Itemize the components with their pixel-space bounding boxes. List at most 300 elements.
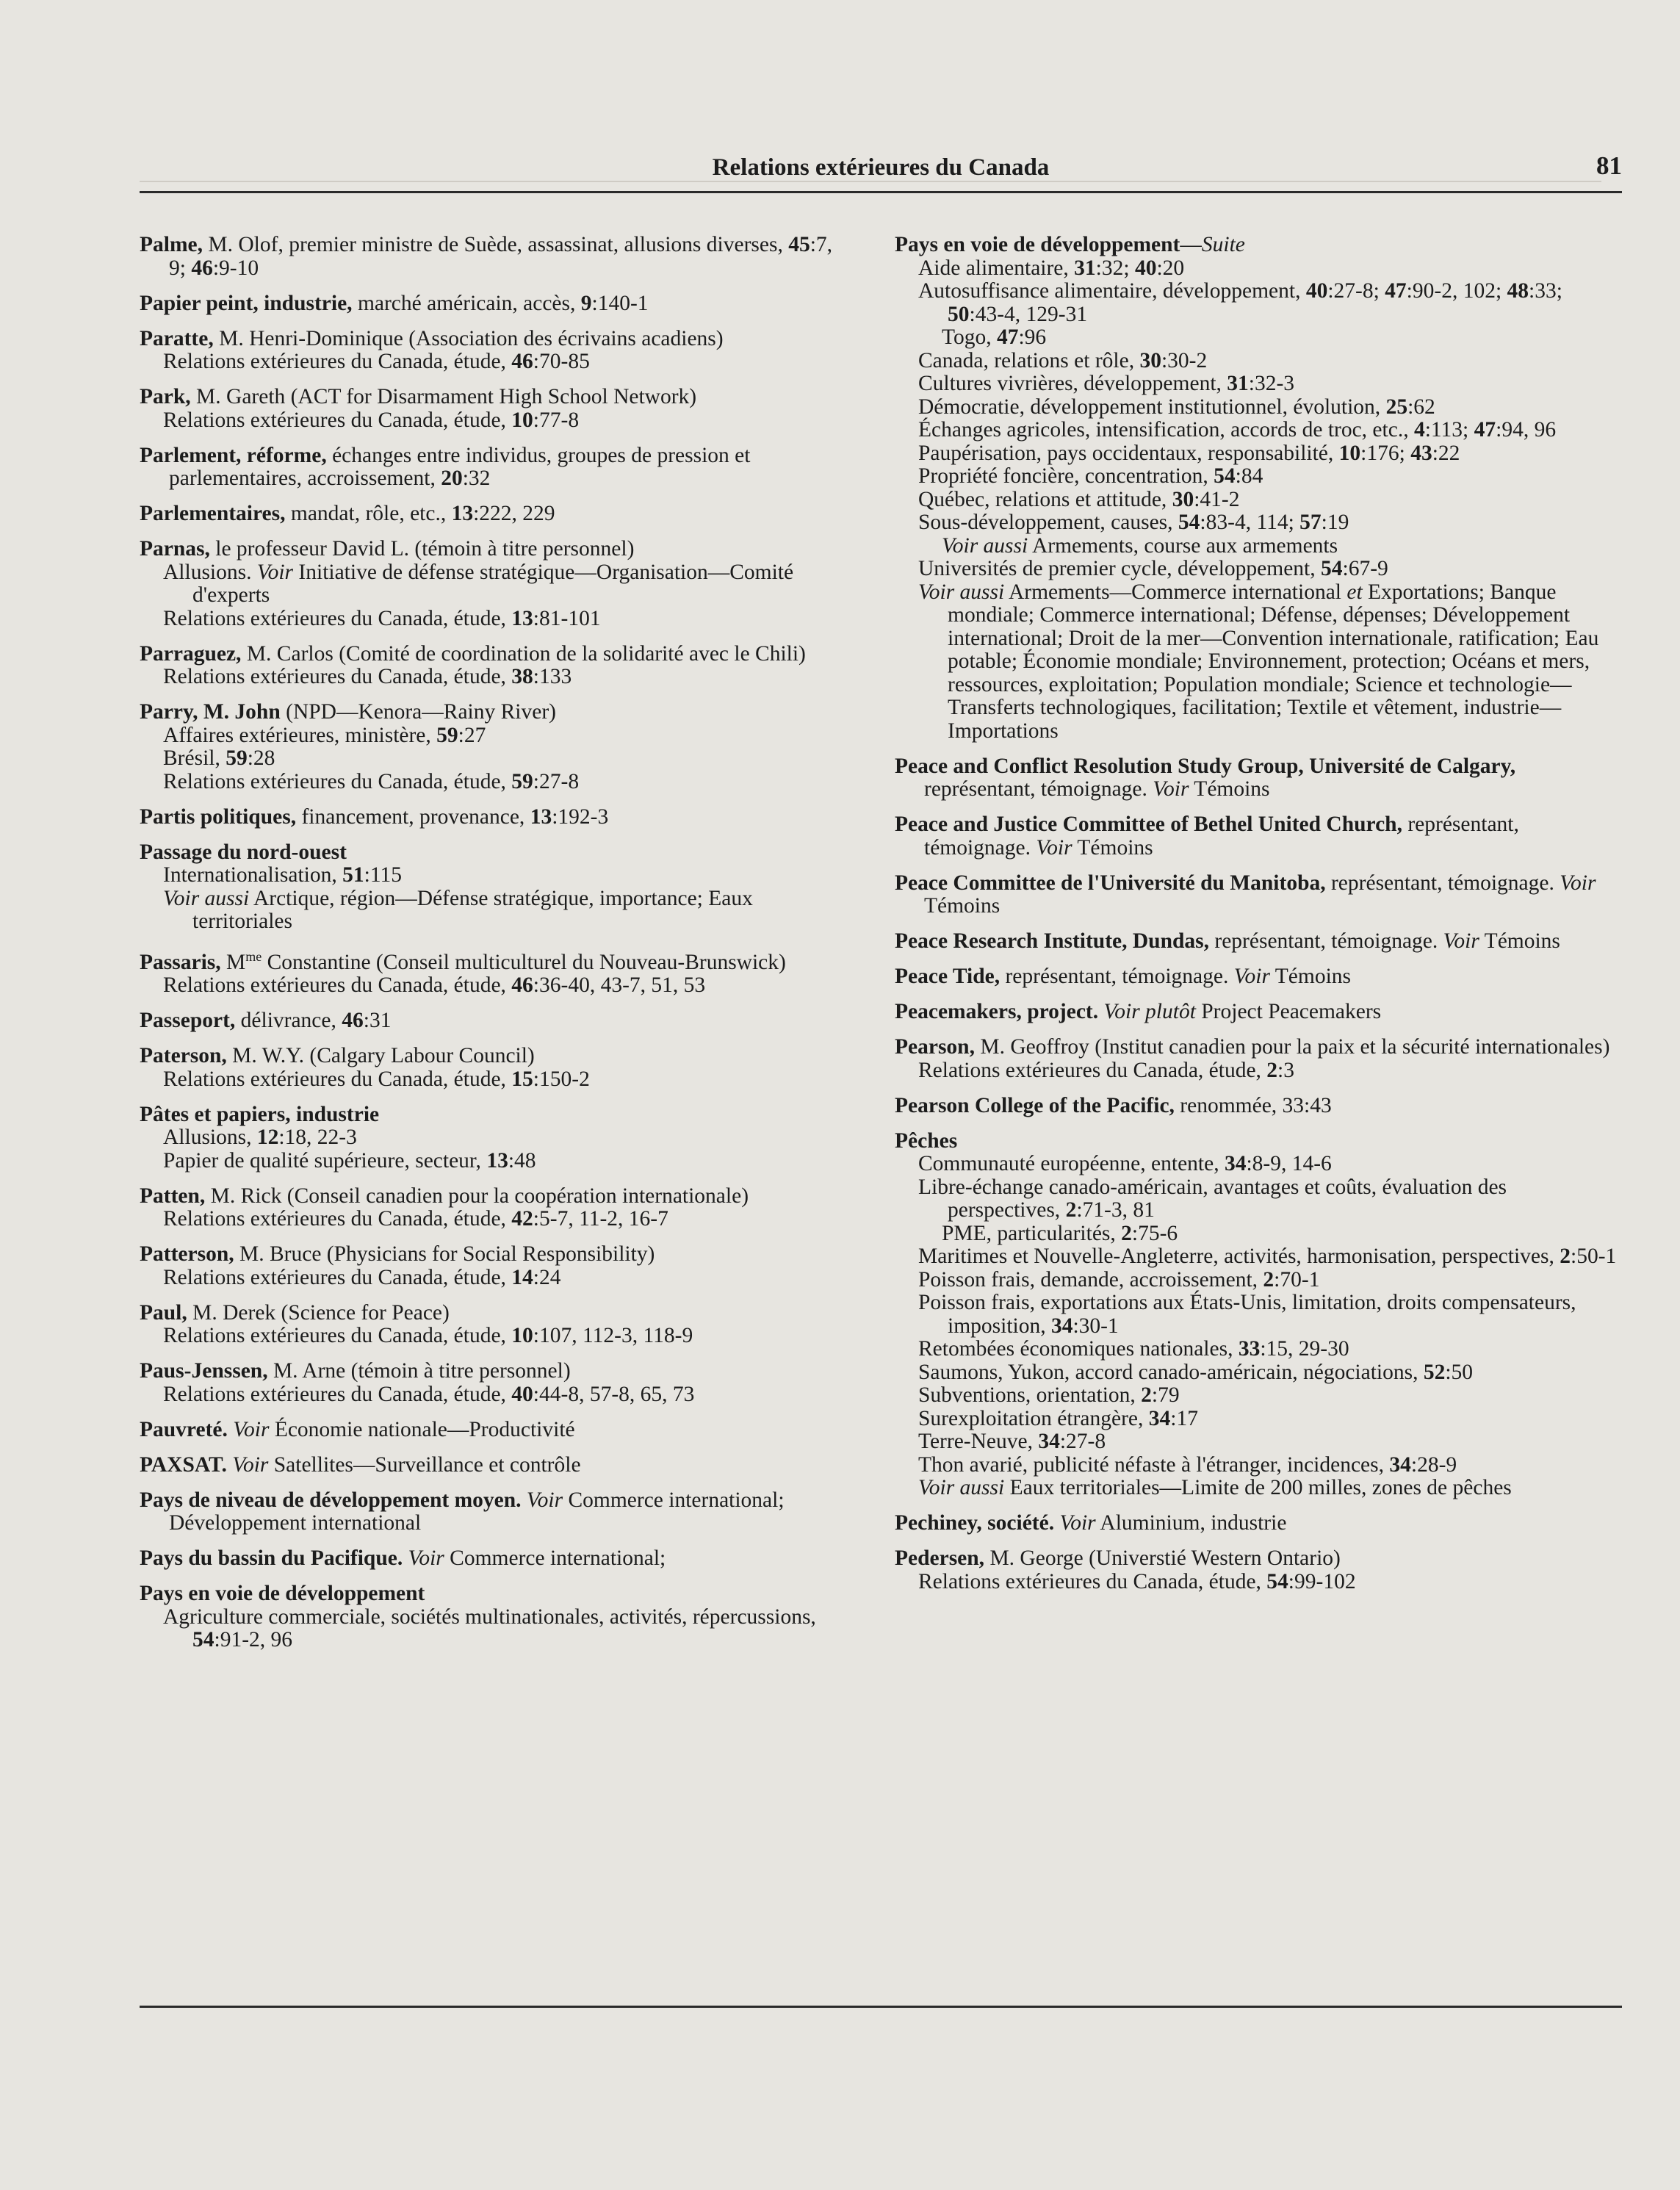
text-run: :27-8 — [1059, 1430, 1106, 1453]
text-run: Relations extérieures du Canada, étude, — [163, 1324, 512, 1348]
text-run: M. Henri-Dominique (Association des écrivains acadiens) — [213, 326, 724, 350]
text-run: :7, 9; — [169, 233, 833, 280]
text-run: Passaris, — [140, 950, 221, 974]
index-entry — [140, 1419, 845, 1442]
text-run: Pêches — [895, 1128, 958, 1153]
text-run: :99-102 — [1288, 1569, 1356, 1593]
text-run: Retombées économiques nationales, — [918, 1337, 1239, 1361]
text-run: :50 — [1445, 1360, 1474, 1384]
text-run: 43 — [1410, 441, 1432, 465]
index-entry — [895, 872, 1622, 918]
text-run: :91-2, 96 — [214, 1628, 293, 1652]
subentry-line — [895, 1384, 1622, 1408]
text-run: Eaux territoriales—Limite de 200 milles, zones de pêches — [1004, 1476, 1512, 1499]
text-run: Poisson frais, demande, accroissement, — [918, 1267, 1263, 1292]
text-run: :30-2 — [1161, 348, 1208, 372]
text-run: :84 — [1235, 464, 1263, 488]
text-run: Affaires extérieures, ministère, — [163, 723, 437, 747]
text-run: Voir aussi — [163, 886, 250, 910]
text-run: Relations extérieures du Canada, étude, — [163, 1265, 512, 1289]
text-run: — — [1180, 233, 1202, 256]
text-run: 34 — [1148, 1406, 1171, 1430]
subentry-line — [140, 1150, 845, 1173]
text-run: représentant, témoignage. — [1325, 871, 1560, 895]
text-run: Armements—Commerce international — [1004, 580, 1347, 604]
text-run: Parnas, — [140, 537, 210, 561]
text-run: 31 — [1074, 256, 1096, 280]
text-run: Sous-développement, causes, — [918, 511, 1178, 534]
text-run: 10 — [1338, 441, 1361, 465]
text-run: Relations extérieures du Canada, étude, — [163, 606, 512, 630]
entry-heading-line — [895, 930, 1622, 954]
entry-heading-line — [140, 701, 845, 724]
text-run: Satellites—Surveillance et contrôle — [268, 1452, 581, 1477]
text-run: :28-9 — [1410, 1452, 1457, 1477]
text-run: 54 — [1321, 557, 1343, 580]
text-run: Voir — [1233, 965, 1270, 988]
index-entry — [895, 1547, 1622, 1593]
text-run: :67-9 — [1342, 557, 1388, 580]
text-run: Parry, M. John — [140, 700, 281, 724]
text-run: Patterson, — [140, 1242, 234, 1267]
text-run: Terre-Neuve, — [918, 1430, 1039, 1453]
text-run: :50-1 — [1571, 1245, 1617, 1268]
text-run: :36-40, 43-7, 51, 53 — [533, 973, 706, 998]
text-run: Voir — [1560, 871, 1596, 895]
subentry-line — [140, 887, 845, 934]
text-run: 47 — [996, 325, 1019, 349]
text-run: Relations extérieures du Canada, étude, — [163, 1207, 512, 1231]
text-run: Brésil, — [163, 746, 226, 770]
text-run: 34 — [1224, 1152, 1247, 1175]
subentry-line — [140, 974, 845, 998]
entry-heading-line — [895, 1547, 1622, 1571]
text-run: M. Carlos (Comité de coordination de la solidarité avec le Chili) — [241, 641, 806, 666]
text-run: Pays de niveau de développement moyen. — [140, 1488, 522, 1512]
text-run: :28 — [247, 746, 275, 770]
text-run: 20 — [441, 467, 463, 490]
subentry-line — [895, 326, 1622, 350]
text-run: :150-2 — [533, 1067, 590, 1091]
subentry-line — [895, 419, 1622, 442]
footer-rule — [140, 2006, 1622, 2008]
subentry-line — [895, 1222, 1622, 1246]
subentry-line — [895, 442, 1622, 466]
subentry-line — [895, 1571, 1622, 1594]
subentry-line — [140, 747, 845, 771]
entry-heading-line — [140, 945, 845, 974]
text-run: :32 — [462, 467, 491, 490]
text-run: :71-3, 81 — [1076, 1198, 1155, 1222]
text-run: 14 — [511, 1265, 533, 1289]
page-header — [140, 151, 1622, 188]
text-run: :192-3 — [552, 804, 609, 829]
text-run: renommée, 33:43 — [1174, 1093, 1332, 1117]
entry-heading-line — [140, 806, 845, 829]
text-run: 59 — [226, 746, 248, 770]
text-run: Constantine (Conseil multiculturel du Nouveau-Brunswick) — [262, 950, 786, 974]
entry-heading-line — [140, 1360, 845, 1383]
text-run: Voir — [408, 1546, 444, 1571]
subentry-line — [895, 1245, 1622, 1269]
index-entry — [140, 643, 845, 689]
entry-heading-line — [140, 1185, 845, 1209]
subentry-line — [140, 724, 845, 748]
text-run: Voir aussi — [918, 1476, 1005, 1499]
index-entry — [895, 755, 1622, 802]
text-run: (NPD—Kenora—Rainy River) — [280, 700, 556, 724]
text-run: M. George (Universtié Western Ontario) — [984, 1546, 1341, 1570]
text-run: Aluminium, industrie — [1095, 1511, 1287, 1535]
text-run: 12 — [256, 1125, 279, 1150]
text-run: Pays en voie de développement — [140, 1582, 425, 1606]
text-run: Thon avarié, publicité néfaste à l'étranger, incidences, — [918, 1452, 1390, 1477]
text-run: 40 — [511, 1382, 533, 1406]
text-run: 34 — [1389, 1452, 1411, 1477]
text-run: Voir — [233, 1417, 270, 1441]
text-run: 47 — [1385, 279, 1407, 303]
text-run: Parlement, réforme, — [140, 443, 327, 467]
text-run: Peace Research Institute, Dundas, — [895, 929, 1209, 953]
text-run: Pedersen, — [895, 1546, 985, 1570]
entry-heading-line — [140, 503, 845, 526]
subentry-line — [140, 1267, 845, 1290]
entry-heading-line — [895, 872, 1622, 918]
entry-heading-line — [895, 965, 1622, 989]
subentry-line — [895, 1454, 1622, 1477]
text-run: :30-1 — [1072, 1314, 1119, 1338]
text-run: 2 — [1560, 1245, 1571, 1268]
entry-heading-line — [140, 444, 845, 491]
text-run: Armements, course aux armements — [1028, 533, 1338, 558]
text-run: 54 — [192, 1628, 214, 1652]
text-run: Voir — [1153, 777, 1189, 801]
text-run: Project Peacemakers — [1195, 1000, 1382, 1023]
index-entry — [140, 1582, 845, 1652]
text-run: Paterson, — [140, 1044, 227, 1068]
text-run: 15 — [511, 1067, 533, 1091]
subentry-line — [895, 1059, 1622, 1083]
subentry-line — [140, 666, 845, 689]
text-run: :77-8 — [533, 408, 580, 432]
subentry-line — [140, 1208, 845, 1231]
entry-heading-line — [140, 841, 845, 865]
text-run: :115 — [364, 863, 402, 887]
text-run: 54 — [1266, 1569, 1288, 1593]
text-run: Papier de qualité supérieure, secteur, — [163, 1148, 487, 1173]
text-run: Communauté européenne, entente, — [918, 1152, 1225, 1175]
subentry-line — [140, 864, 845, 887]
entry-heading-line — [140, 1243, 845, 1267]
subentry-line — [140, 608, 845, 631]
subentry-line — [895, 1477, 1622, 1500]
text-run: 31 — [1227, 372, 1249, 395]
text-run: Témoins — [1072, 835, 1153, 860]
text-run: 48 — [1507, 279, 1529, 303]
text-run: :222, 229 — [473, 502, 555, 525]
text-run: Allusions, — [163, 1125, 257, 1150]
text-run: Relations extérieures du Canada, étude, — [918, 1058, 1267, 1082]
text-run: M. Gareth (ACT for Disarmament High School Network) — [190, 385, 697, 408]
text-run: Internationalisation, — [163, 863, 343, 887]
text-run: Peace Committee de l'Université du Manitoba, — [895, 871, 1326, 895]
text-run: :15, 29-30 — [1260, 1337, 1349, 1361]
text-run: Pearson College of the Pacific, — [895, 1093, 1175, 1117]
text-run: :3 — [1277, 1058, 1294, 1082]
text-run: Arctique, région—Défense stratégique, importance; Eaux territoriales — [192, 886, 753, 933]
text-run: Passage du nord-ouest — [140, 840, 347, 864]
subentry-line — [895, 1292, 1622, 1338]
text-run: 54 — [1178, 511, 1200, 534]
index-entry — [140, 1454, 845, 1477]
index-entry — [140, 701, 845, 793]
text-run: échanges entre individus, groupes de pression et parlementaires, accroissement, — [169, 443, 751, 490]
text-run: M. Arne (témoin à titre personnel) — [267, 1359, 571, 1383]
text-run: 34 — [1050, 1314, 1073, 1338]
text-run — [1098, 1000, 1103, 1023]
text-run: :79 — [1151, 1383, 1180, 1407]
entry-heading-line — [140, 538, 845, 561]
index-entry — [140, 1103, 845, 1173]
text-run: Économie nationale—Productivité — [269, 1417, 575, 1441]
text-run: :113; — [1424, 418, 1474, 442]
text-run: :27-8 — [533, 769, 580, 793]
text-run: 52 — [1423, 1360, 1446, 1384]
page-number: 81 — [1596, 151, 1622, 180]
text-run: Libre-échange canado-américain, avantages et coûts, évaluation des perspectives, — [918, 1175, 1507, 1222]
text-run: Parlementaires, — [140, 502, 286, 525]
text-run: :22 — [1432, 441, 1460, 465]
index-entry — [895, 965, 1622, 989]
text-run: 10 — [511, 408, 533, 432]
text-run: Pays du bassin du Pacifique. — [140, 1546, 403, 1571]
index-entry — [140, 1547, 845, 1571]
text-run: :90-2, 102; — [1406, 279, 1507, 303]
index-entry — [140, 538, 845, 630]
text-run: 2 — [1263, 1267, 1275, 1292]
text-run: 59 — [511, 769, 533, 793]
text-run: Allusions. — [163, 560, 257, 584]
text-run: Relations extérieures du Canada, étude, — [163, 769, 512, 793]
text-run: :81-101 — [533, 606, 601, 630]
text-run: 30 — [1139, 348, 1161, 372]
text-run: 2 — [1266, 1058, 1278, 1082]
index-entry — [140, 1360, 845, 1406]
text-run: Pearson, — [895, 1035, 975, 1059]
subentry-line — [895, 372, 1622, 396]
text-run: Voir — [232, 1452, 269, 1477]
entry-heading-line — [140, 1009, 845, 1033]
index-entry — [895, 1095, 1622, 1118]
subentry-line — [895, 1430, 1622, 1454]
subentry-line — [140, 1606, 845, 1652]
text-run: 13 — [530, 804, 552, 829]
text-run: Autosuffisance alimentaire, développement, — [918, 279, 1306, 303]
text-run: Subventions, orientation, — [918, 1383, 1142, 1407]
text-run: M. Geoffroy (Institut canadien pour la paix et la sécurité internationales) — [974, 1035, 1610, 1059]
index-entry — [140, 1009, 845, 1033]
text-run: 13 — [511, 606, 533, 630]
text-run: Propriété foncière, concentration, — [918, 464, 1214, 488]
text-run: Pays en voie de développement — [895, 233, 1180, 256]
subentry-line — [895, 1269, 1622, 1292]
entry-heading-line — [895, 1130, 1622, 1153]
text-run: Voir — [1443, 929, 1479, 953]
text-run: :27 — [458, 723, 486, 747]
subentry-line — [895, 558, 1622, 581]
entry-heading-line — [895, 755, 1622, 802]
subentry-line — [140, 1126, 845, 1150]
text-run: 33 — [1238, 1337, 1261, 1361]
index-entry — [140, 328, 845, 374]
subentry-line — [895, 535, 1622, 558]
text-run: M. Rick (Conseil canadien pour la coopération internationale) — [205, 1184, 749, 1208]
text-run: Peace and Justice Committee of Bethel United Church, — [895, 813, 1402, 836]
subentry-line — [895, 350, 1622, 373]
subentry-line — [140, 561, 845, 608]
entry-heading-line — [895, 1095, 1622, 1118]
subentry-line — [895, 489, 1622, 512]
entry-heading-line — [140, 1582, 845, 1606]
index-entry — [895, 1512, 1622, 1535]
text-run: :83-4, 114; — [1200, 511, 1300, 534]
index-entry — [895, 1001, 1622, 1024]
text-run: 59 — [436, 723, 458, 747]
text-run: :48 — [508, 1148, 536, 1173]
text-run: :32; — [1095, 256, 1135, 280]
text-run: :19 — [1321, 511, 1349, 534]
subentry-line — [895, 1361, 1622, 1385]
index-entry — [140, 503, 845, 526]
text-run: Patten, — [140, 1184, 206, 1208]
index-entry — [140, 1489, 845, 1535]
text-run: PME, particularités, — [942, 1221, 1122, 1245]
text-run: Relations extérieures du Canada, étude, — [163, 1067, 512, 1091]
subentry-line — [140, 771, 845, 794]
entry-heading-line — [895, 813, 1622, 860]
subentry-line — [895, 396, 1622, 419]
text-run: et — [1346, 580, 1363, 604]
text-run: représentant, témoignage. — [1209, 929, 1443, 953]
text-run: :140-1 — [591, 291, 649, 315]
subentry-line — [140, 1325, 845, 1348]
index-entry — [140, 386, 845, 432]
entry-heading-line — [140, 292, 845, 316]
text-run: Relations extérieures du Canada, étude, — [163, 665, 512, 688]
text-run: Relations extérieures du Canada, étude, — [163, 350, 512, 373]
text-run: Peace and Conflict Resolution Study Group, Université de Calgary, — [895, 754, 1516, 778]
text-run: 51 — [342, 863, 364, 887]
text-run: Voir — [1036, 835, 1072, 860]
entry-heading-line — [895, 234, 1622, 257]
right-column — [895, 234, 1622, 1606]
text-run: Relations extérieures du Canada, étude, — [918, 1569, 1267, 1593]
text-run: :17 — [1170, 1406, 1198, 1430]
text-run: Saumons, Yukon, accord canado-américain, négociations, — [918, 1360, 1424, 1384]
text-run: :5-7, 11-2, 16-7 — [533, 1207, 668, 1231]
text-run: Témoins — [1479, 929, 1560, 953]
text-run: Pauvreté. — [140, 1417, 228, 1441]
index-entry — [895, 234, 1622, 743]
text-run: Paupérisation, pays occidentaux, responsabilité, — [918, 441, 1339, 465]
text-run: Voir — [1059, 1511, 1096, 1535]
text-run: Démocratie, développement institutionnel, évolution, — [918, 395, 1386, 419]
index-entry — [895, 1130, 1622, 1500]
text-run: M. Bruce (Physicians for Social Responsibility) — [234, 1242, 655, 1267]
index-entry — [140, 292, 845, 316]
text-run: :20 — [1156, 256, 1185, 280]
text-run: :133 — [533, 665, 572, 688]
text-run: Échanges agricoles, intensification, accords de troc, etc., — [918, 418, 1414, 442]
text-run: Canada, relations et rôle, — [918, 348, 1140, 372]
text-run: Agriculture commerciale, sociétés multinationales, activités, répercussions, — [163, 1604, 816, 1629]
entry-heading-line — [140, 1302, 845, 1325]
entry-heading-line — [140, 1103, 845, 1127]
subentry-line — [895, 465, 1622, 489]
text-run: Togo, — [942, 325, 997, 349]
text-run: M. Derek (Science for Peace) — [187, 1300, 450, 1325]
entry-heading-line — [140, 328, 845, 351]
text-run: 13 — [486, 1148, 508, 1173]
text-run: Suite — [1201, 233, 1245, 256]
entry-heading-line — [140, 234, 845, 280]
text-run — [403, 1546, 408, 1570]
text-run: 25 — [1385, 395, 1408, 419]
entry-heading-line — [140, 1489, 845, 1535]
text-run: Québec, relations et attitude, — [918, 487, 1172, 511]
subentry-line — [895, 280, 1622, 326]
text-run — [522, 1488, 527, 1512]
text-run: :41-2 — [1194, 487, 1240, 511]
text-run: :8-9, 14-6 — [1246, 1152, 1332, 1175]
text-run: Surexploitation étrangère, — [918, 1406, 1149, 1430]
text-run: :62 — [1407, 395, 1435, 419]
text-run: Relations extérieures du Canada, étude, — [163, 973, 512, 998]
text-run: représentant, témoignage. — [924, 813, 1519, 860]
text-run: Peacemakers, project. — [895, 1000, 1099, 1023]
text-run: Universités de premier cycle, développement, — [918, 557, 1321, 580]
text-run: Commerce international; Développement international — [169, 1488, 785, 1535]
text-run: :44-8, 57-8, 65, 73 — [533, 1382, 695, 1406]
text-run: 10 — [511, 1324, 533, 1348]
text-run: Cultures vivrières, développement, — [918, 372, 1227, 395]
text-run: :18, 22-3 — [278, 1125, 357, 1150]
index-entry — [140, 1045, 845, 1091]
text-run: Commerce international; — [444, 1546, 666, 1571]
text-run: Paul, — [140, 1300, 187, 1325]
text-run: 46 — [511, 350, 533, 373]
text-run: 30 — [1172, 487, 1194, 511]
text-run: Voir aussi — [942, 533, 1028, 558]
text-run: Papier peint, industrie, — [140, 291, 353, 315]
entry-heading-line — [140, 1045, 845, 1068]
left-column — [140, 234, 845, 1664]
text-run: :94, 96 — [1496, 418, 1557, 442]
text-run: Relations extérieures du Canada, étude, — [163, 1382, 512, 1406]
text-run: M — [220, 950, 246, 974]
text-run: Témoins — [924, 894, 1001, 918]
text-run: M. Olof, premier ministre de Suède, assassinat, allusions diverses, — [203, 233, 789, 256]
entry-heading-line — [895, 1001, 1622, 1024]
text-run: :33; — [1529, 279, 1562, 303]
header-rule — [140, 191, 1622, 193]
entry-heading-line — [895, 1512, 1622, 1535]
text-run: 34 — [1038, 1430, 1060, 1453]
text-run: 50 — [948, 302, 970, 326]
text-run: :70-1 — [1274, 1267, 1320, 1292]
index-entry — [140, 945, 845, 998]
text-run: :107, 112-3, 118-9 — [533, 1324, 693, 1348]
